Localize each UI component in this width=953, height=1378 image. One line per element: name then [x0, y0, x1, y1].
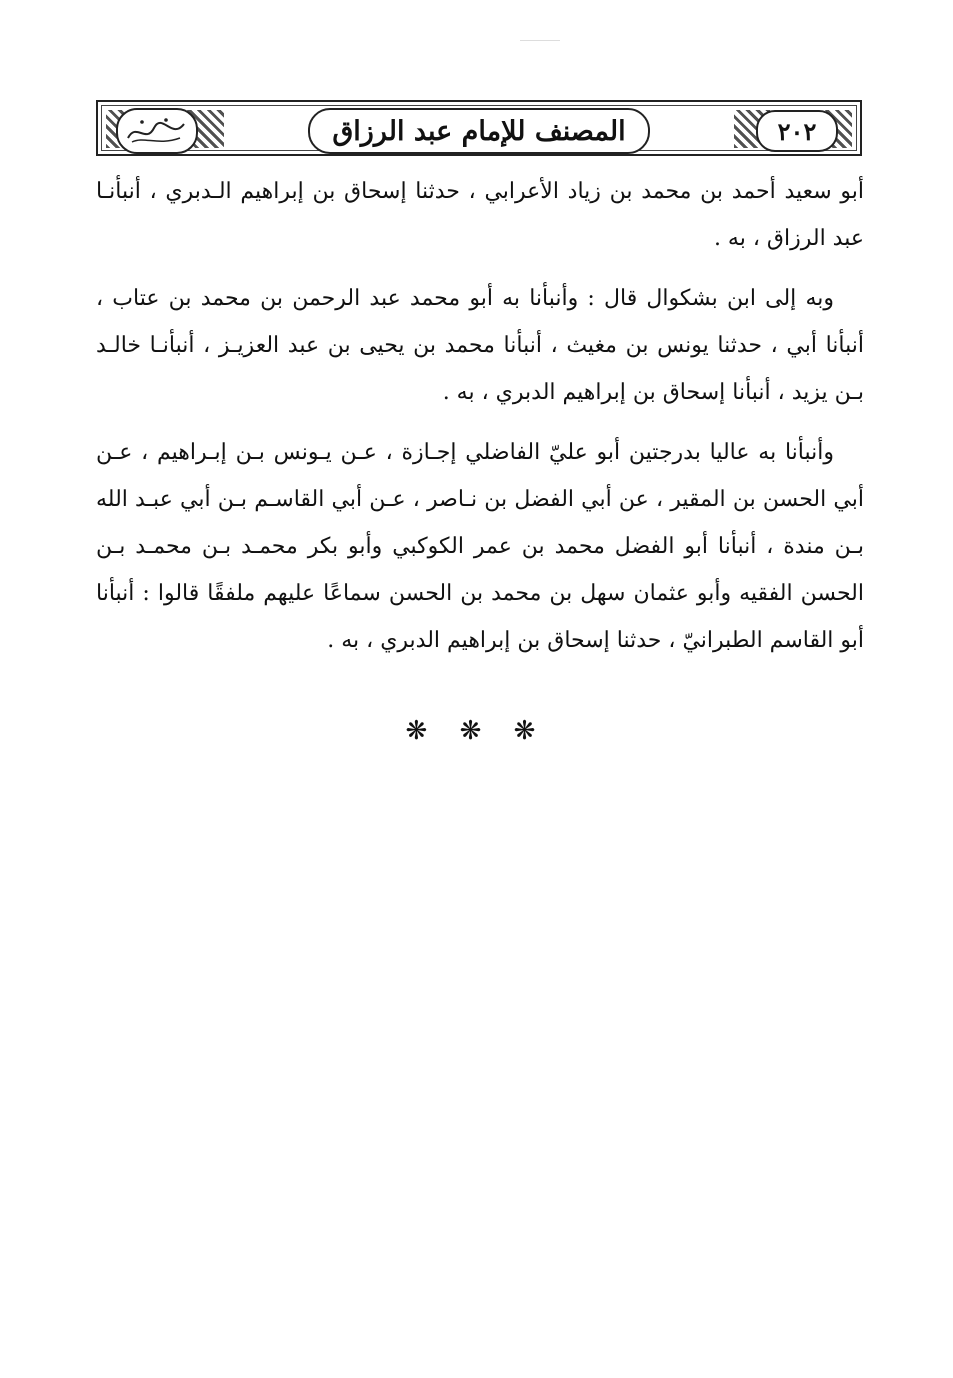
page-number-cartouche — [756, 110, 838, 152]
header-title-cartouche — [308, 108, 650, 154]
book-logo-seal — [116, 108, 198, 154]
paragraph-2: وبه إلى ابن بشكوال قال : وأنبأنا به أبو محمد عبد الرحمن بن محمد بن عتاب ، أنبأنا أبي ، حدثنا يونس بن مغيث ، أنبأنا محمد بن يحيى بن عبد العزيـز ، أنبأنـا خالـد بـن يزيد ، أنبأنا إسحاق بن إبراهيم الدبري ، به . — [96, 286, 864, 405]
running-title: المصنف للإمام عبد الرزاق — [332, 115, 626, 147]
paragraph-1: أبو سعيد أحمد بن محمد بن زياد الأعرابي ، حدثنا إسحاق بن إبراهيم الـدبري ، أنبأنـا عبد الرزاق ، به . — [96, 179, 864, 251]
paragraph-3: وأنبأنا به عاليا بدرجتين أبو عليّ الفاضلي إجـازة ، عـن يـونس بـن إبـراهيم ، عـن أبي الحسن بن المقير ، عن أبي الفضل بن نـاصر ، عـن أبي القاسـم بـن أبي عبـد الله بـن مندة ، أنبأنا أبو الفضل محمد بن عمر الكوكبي وأبو بكر محمـد بـن محمـد بـن الحسن الفقيه وأبو عثمان سهل بن محمد بن الحسن سماعًا عليهم ملفقًا قالوا : أنبأنا أبو القاسم الطبرانيّ ، حدثنا إسحاق بن إبراهيم الدبري ، به . — [96, 440, 864, 653]
section-separator: ❋ ❋ ❋ — [405, 716, 548, 746]
page-mark — [520, 40, 560, 41]
page-header — [96, 100, 862, 156]
page-body — [96, 168, 864, 677]
page-number: ٢٠٢ — [777, 116, 817, 146]
calligraphy-seal-icon — [118, 110, 196, 152]
